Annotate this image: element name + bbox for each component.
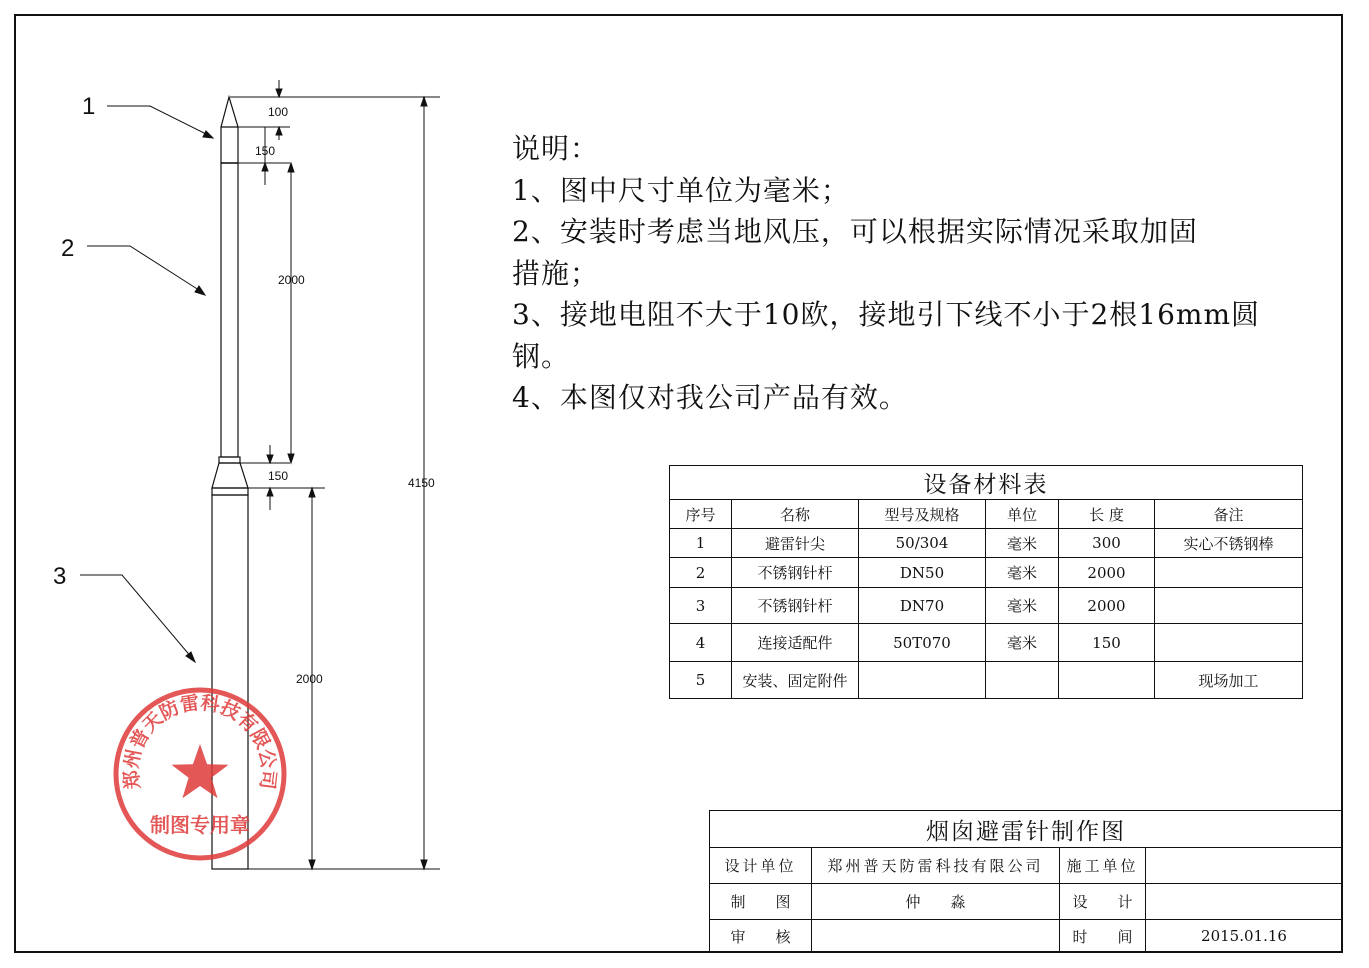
upper-pole-sleeve xyxy=(219,457,240,463)
adapter-collar xyxy=(212,488,248,495)
table-row xyxy=(670,662,1303,699)
materials-title: 设备材料表 xyxy=(670,466,1303,500)
table-row xyxy=(670,558,1303,588)
table-cell: 2000 xyxy=(1059,588,1155,624)
callout-1: 1 xyxy=(82,93,96,120)
drawing-title: 烟囱避雷针制作图 xyxy=(710,811,1343,848)
notes-line: 措施； xyxy=(512,256,600,290)
construction-unit-label: 施工单位 xyxy=(1060,848,1146,884)
star-icon xyxy=(172,744,229,798)
materials-table xyxy=(669,465,1303,699)
dim-2000-upper: 2000 xyxy=(278,273,305,287)
adapter xyxy=(212,463,248,488)
table-row xyxy=(670,588,1303,624)
header-cell: 单位 xyxy=(986,500,1059,529)
table-cell: 1 xyxy=(670,529,732,558)
table-cell: 实心不锈钢棒 xyxy=(1155,529,1303,558)
company-seal xyxy=(112,686,288,862)
table-cell: 现场加工 xyxy=(1155,662,1303,699)
table-cell xyxy=(859,662,986,699)
notes-block xyxy=(512,128,1312,419)
table-cell: 300 xyxy=(1059,529,1155,558)
design-value xyxy=(1146,884,1343,920)
rod-tip xyxy=(221,97,238,163)
seal-purpose-text: 制图专用章 xyxy=(150,813,250,837)
table-cell: 毫米 xyxy=(986,624,1059,662)
design-unit-label: 设计单位 xyxy=(710,848,812,884)
table-cell xyxy=(1155,558,1303,588)
table-cell: 4 xyxy=(670,624,732,662)
table-cell: DN50 xyxy=(859,558,986,588)
drawn-value: 仲 淼 xyxy=(812,884,1060,920)
drawn-label: 制 图 xyxy=(710,884,812,920)
callout-3: 3 xyxy=(53,563,67,590)
table-row xyxy=(670,529,1303,558)
notes-line: 2、安装时考虑当地风压，可以根据实际情况采取加固 xyxy=(512,215,1198,248)
notes-line: 4、本图仅对我公司产品有效。 xyxy=(512,381,908,414)
design-unit-value: 郑州普天防雷科技有限公司 xyxy=(812,848,1060,884)
table-cell: 不锈钢针杆 xyxy=(732,588,859,624)
upper-pole xyxy=(221,163,238,457)
header-cell: 型号及规格 xyxy=(859,500,986,529)
notes-heading: 说明： xyxy=(512,132,600,165)
dim-150-top: 150 xyxy=(255,144,276,158)
header-cell: 备注 xyxy=(1155,500,1303,529)
table-cell: 3 xyxy=(670,588,732,624)
table-cell: 2 xyxy=(670,558,732,588)
table-cell: 安装、固定附件 xyxy=(732,662,859,699)
seal-company-text: 郑州普天防雷科技有限公司 xyxy=(120,691,280,791)
table-cell xyxy=(1059,662,1155,699)
notes-line: 3、接地电阻不大于10欧，接地引下线不小于2根16mm圆 xyxy=(512,298,1260,331)
table-cell xyxy=(1155,624,1303,662)
table-cell: 150 xyxy=(1059,624,1155,662)
dim-150-mid: 150 xyxy=(268,469,289,483)
table-cell: 避雷针尖 xyxy=(732,529,859,558)
construction-unit-value xyxy=(1146,848,1343,884)
time-label: 时 间 xyxy=(1060,920,1146,953)
table-cell: 50/304 xyxy=(859,529,986,558)
table-cell: 不锈钢针杆 xyxy=(732,558,859,588)
table-cell: 2000 xyxy=(1059,558,1155,588)
table-cell: 连接适配件 xyxy=(732,624,859,662)
table-cell: 毫米 xyxy=(986,558,1059,588)
time-value: 2015.01.16 xyxy=(1146,920,1343,953)
table-cell: 毫米 xyxy=(986,529,1059,558)
design-label: 设 计 xyxy=(1060,884,1146,920)
header-cell: 名称 xyxy=(732,500,859,529)
review-label: 审 核 xyxy=(710,920,812,953)
table-cell xyxy=(1155,588,1303,624)
table-row xyxy=(670,624,1303,662)
table-cell: 50T070 xyxy=(859,624,986,662)
notes-line: 1、图中尺寸单位为毫米； xyxy=(512,173,850,207)
header-cell: 长 度 xyxy=(1059,500,1155,529)
dim-4150: 4150 xyxy=(408,476,435,490)
dim-2000-lower: 2000 xyxy=(296,672,323,686)
table-cell xyxy=(986,662,1059,699)
title-block xyxy=(709,810,1343,953)
dim-100: 100 xyxy=(268,105,289,119)
review-value xyxy=(812,920,1060,953)
header-cell: 序号 xyxy=(670,500,732,529)
table-cell: 毫米 xyxy=(986,588,1059,624)
table-cell: 5 xyxy=(670,662,732,699)
table-cell: DN70 xyxy=(859,588,986,624)
notes-line: 钢。 xyxy=(512,339,571,373)
callout-leaders xyxy=(80,106,213,662)
callout-2: 2 xyxy=(61,235,75,262)
